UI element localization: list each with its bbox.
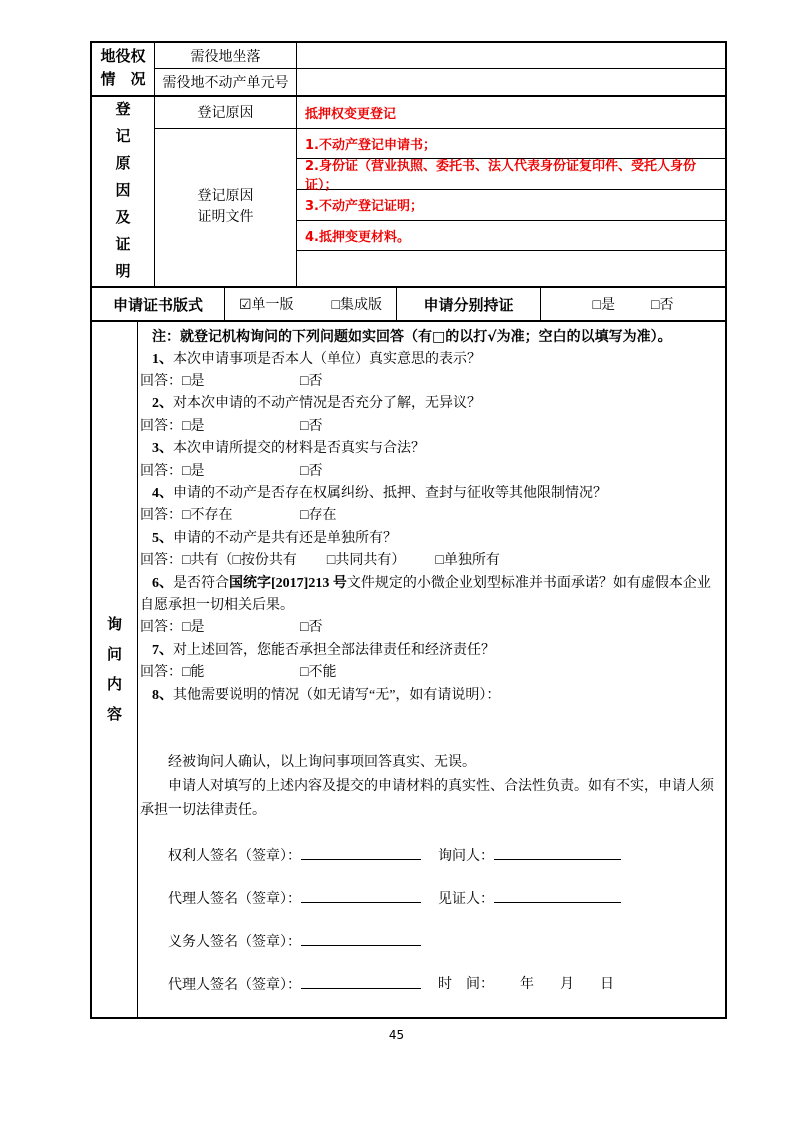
answer-2: 回答：□是 □否 xyxy=(140,416,717,438)
answer-1-option-no[interactable]: □否 xyxy=(300,373,323,389)
answer-7-option-can[interactable]: □能 xyxy=(182,665,205,681)
empty-box-icon: □ xyxy=(651,298,660,314)
easement-label-line1: 地役权 xyxy=(100,48,146,65)
witness-label: 见证人： xyxy=(438,892,494,907)
rightholder-signature-field[interactable] xyxy=(301,845,421,860)
obligor-signature-label: 义务人签名（签章）： xyxy=(168,935,301,950)
servient-unit-number-value[interactable] xyxy=(297,69,725,94)
question-4: 4、申请的不动产是否存在权属纠纷、抵押、查封与征收等其他限制情况？ xyxy=(152,485,607,501)
witness-signature-field[interactable] xyxy=(494,888,621,903)
signature-row-agent-1 xyxy=(140,888,717,910)
confirmation-line-2: 申请人对填写的上述内容及提交的申请材料的真实性、合法性负责。如有不实，申请人须承担一切法律责任。 xyxy=(140,779,714,818)
date-year-label: 年 xyxy=(520,977,534,992)
answer-3-option-yes[interactable]: □是 xyxy=(182,463,205,479)
checkbox-separate-no[interactable]: □否 xyxy=(651,298,674,314)
answer-1-option-yes[interactable]: □是 xyxy=(182,373,205,389)
answer-6: 回答：□是 □否 xyxy=(140,617,717,639)
checkbox-separate-yes[interactable]: □是 xyxy=(592,298,615,314)
separate-certificate-label: 申请分别持证 xyxy=(397,288,541,320)
checked-box-icon: ☑ xyxy=(238,298,252,314)
certificate-format-label: 申请证书版式 xyxy=(92,288,225,320)
registration-section xyxy=(92,97,725,288)
agent-signature-label-1: 代理人签名（签章）： xyxy=(168,892,301,907)
certificate-row xyxy=(92,288,725,322)
question-5: 5、申请的不动产是共有还是单独所有？ xyxy=(152,530,397,546)
checkbox-integrated-version[interactable]: □集成版 xyxy=(331,298,383,314)
signature-row-obligor xyxy=(140,931,717,953)
document-item-4: 4.抵押变更材料。 xyxy=(297,221,725,251)
obligor-signature-field[interactable] xyxy=(301,931,421,946)
document-item-1: 1.不动产登记申请书； xyxy=(297,129,725,159)
question-1: 1、本次申请事项是否本人（单位）真实意思的表示？ xyxy=(152,351,481,367)
servient-location-label: 需役地坐落 xyxy=(155,43,297,68)
answer-3: 回答：□是 □否 xyxy=(140,461,717,483)
agent-signature-label-2: 代理人签名（签章）： xyxy=(168,978,301,993)
signature-row-agent-2 xyxy=(140,974,717,996)
answer-5-option-shared[interactable]: □共有（□按份共有 xyxy=(182,553,297,569)
form-table xyxy=(90,41,727,1019)
inquiry-vertical-label: 询问内容 xyxy=(106,616,122,723)
confirmation-paragraphs xyxy=(140,751,717,823)
answer-5-option-joint[interactable]: □共同共有） xyxy=(326,553,406,569)
answer-1: 回答：□是 □否 xyxy=(140,371,717,393)
question-8: 8、其他需要说明的情况（如无请写“无”，如有请说明）： xyxy=(152,687,501,703)
answer-7-option-cannot[interactable]: □不能 xyxy=(300,665,337,681)
inquirer-label: 询问人： xyxy=(438,849,494,864)
separate-certificate-options xyxy=(541,288,725,320)
signature-block xyxy=(140,845,717,996)
registration-vertical-label: 登记原因及证明 xyxy=(115,101,131,280)
registration-documents-row xyxy=(155,129,725,286)
easement-section xyxy=(92,43,725,97)
date-month-label: 月 xyxy=(560,977,574,992)
registration-section-label xyxy=(92,97,155,286)
servient-location-value[interactable] xyxy=(297,43,725,68)
question-6: 6、是否符合国统字[2017]213 号文件规定的小微企业划型标准并书面承诺？如有虚假本企业自愿承担一切相关后果。 xyxy=(140,575,711,613)
checkbox-single-version[interactable]: ☑单一版 xyxy=(238,298,294,314)
answer-3-option-no[interactable]: □否 xyxy=(300,463,323,479)
answer-5: 回答：□共有（□按份共有 □共同共有） □单独所有 xyxy=(140,550,717,572)
registration-documents-label: 登记原因 证明文件 xyxy=(155,129,297,286)
servient-location-row xyxy=(155,43,725,69)
certificate-format-options xyxy=(225,288,397,320)
answer-6-option-yes[interactable]: □是 xyxy=(182,620,205,636)
answer-2-option-yes[interactable]: □是 xyxy=(182,418,205,434)
empty-box-icon: □ xyxy=(592,298,601,314)
page-number: 45 xyxy=(388,1028,405,1042)
confirmation-line-1: 经被询问人确认，以上询问事项回答真实、无误。 xyxy=(168,755,476,770)
date-day-label: 日 xyxy=(600,977,614,992)
answer-4-option-exist[interactable]: □存在 xyxy=(300,508,337,524)
easement-section-label xyxy=(92,43,155,95)
signature-row-rightholder xyxy=(140,845,717,867)
registration-reason-label: 登记原因 xyxy=(155,97,297,128)
rightholder-signature-label: 权利人签名（签章）： xyxy=(168,849,301,864)
inquiry-section xyxy=(92,322,725,1017)
document-item-empty[interactable] xyxy=(297,251,725,286)
registration-reason-row xyxy=(155,97,725,129)
question-2: 2、对本次申请的不动产情况是否充分了解，无异议？ xyxy=(152,396,481,412)
agent-signature-field-2[interactable] xyxy=(301,974,421,989)
easement-label-line2: 情 况 xyxy=(100,71,146,88)
document-item-2: 2.身份证（营业执照、委托书、法人代表身份证复印件、受托人身份证）； xyxy=(297,159,725,190)
answer-2-option-no[interactable]: □否 xyxy=(300,418,323,434)
servient-unit-number-label: 需役地不动产单元号 xyxy=(155,69,297,94)
empty-box-icon: □ xyxy=(331,298,341,314)
date-field xyxy=(438,974,614,996)
question-7: 7、对上述回答，您能否承担全部法律责任和经济责任？ xyxy=(152,642,495,658)
answer-7: 回答：□能 □不能 xyxy=(140,662,717,684)
inquirer-signature-field[interactable] xyxy=(494,845,621,860)
answer-4: 回答：□不存在 □存在 xyxy=(140,505,717,527)
answer-6-option-no[interactable]: □否 xyxy=(300,620,323,636)
servient-unit-number-row xyxy=(155,69,725,94)
registration-reason-value[interactable]: 抵押权变更登记 xyxy=(305,106,397,122)
question-3: 3、本次申请所提交的材料是否真实与合法？ xyxy=(152,441,425,457)
inquiry-note: 注：就登记机构询问的下列问题如实回答（有□的以打√为准；空白的以填写为准）。 xyxy=(152,329,672,346)
agent-signature-field-1[interactable] xyxy=(301,888,421,903)
document-item-3: 3.不动产登记证明； xyxy=(297,190,725,221)
inquiry-section-label xyxy=(92,322,138,1017)
date-label: 时 间： xyxy=(438,977,494,992)
answer-5-option-sole[interactable]: □单独所有 xyxy=(435,553,500,569)
answer-4-option-not-exist[interactable]: □不存在 xyxy=(182,508,233,524)
